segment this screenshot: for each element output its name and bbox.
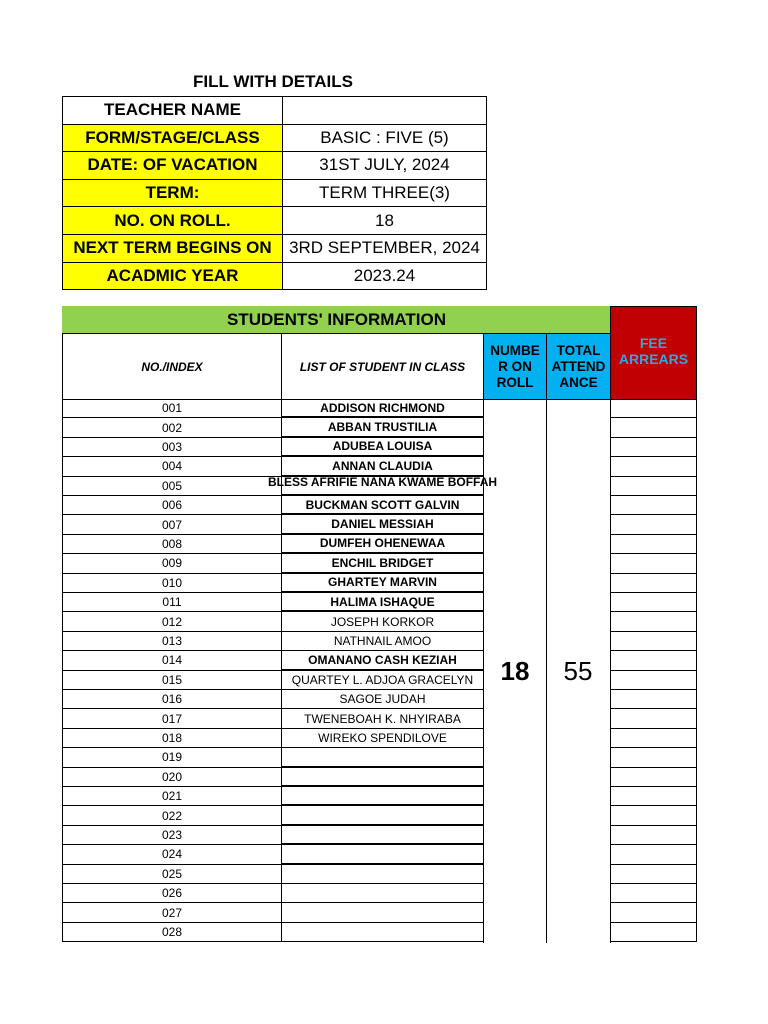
student-name-cell[interactable]: GHARTEY MARVIN: [281, 574, 484, 593]
detail-label: DATE: OF VACATION: [63, 152, 283, 180]
row-index: 014: [62, 651, 282, 670]
fee-arrears-cell[interactable]: [610, 496, 697, 515]
detail-row: [63, 152, 487, 180]
fee-arrears-cell[interactable]: [610, 438, 697, 457]
row-index: 002: [62, 418, 282, 437]
fee-arrears-cell[interactable]: [610, 612, 697, 631]
fee-arrears-cell[interactable]: [610, 457, 697, 476]
fee-arrears-cell[interactable]: [610, 787, 697, 806]
column-header-index: NO./INDEX: [62, 333, 282, 400]
header-line: ROLL: [496, 374, 534, 390]
detail-value[interactable]: 18: [283, 207, 487, 235]
detail-label: NO. ON ROLL.: [63, 207, 283, 235]
row-index: 006: [62, 496, 282, 515]
fee-arrears-cell[interactable]: [610, 768, 697, 787]
detail-label: TERM:: [63, 179, 283, 207]
fee-arrears-cell[interactable]: [610, 826, 697, 845]
student-name-cell[interactable]: ABBAN TRUSTILIA: [281, 418, 484, 437]
fee-arrears-cell[interactable]: [610, 671, 697, 690]
detail-row: [63, 262, 487, 290]
header-line: NUMBE: [490, 342, 540, 358]
student-name-cell[interactable]: WIREKO SPENDILOVE: [281, 729, 484, 748]
detail-value[interactable]: TERM THREE(3): [283, 179, 487, 207]
row-index: 013: [62, 632, 282, 651]
student-name-cell[interactable]: [281, 884, 484, 903]
fee-arrears-cell[interactable]: [610, 574, 697, 593]
detail-row: [63, 179, 487, 207]
student-name-cell[interactable]: BUCKMAN SCOTT GALVIN: [281, 496, 484, 515]
detail-label: ACADMIC YEAR: [63, 262, 283, 290]
student-name-cell[interactable]: DANIEL MESSIAH: [281, 515, 484, 534]
section-title-students-information: STUDENTS' INFORMATION: [62, 306, 611, 334]
fee-arrears-cell[interactable]: [610, 651, 697, 670]
row-index: 028: [62, 923, 282, 942]
student-name-cell[interactable]: HALIMA ISHAQUE: [281, 593, 484, 612]
row-index: 015: [62, 671, 282, 690]
student-name-cell[interactable]: ADDISON RICHMOND: [281, 399, 484, 418]
row-index: 017: [62, 709, 282, 728]
student-name-cell[interactable]: ADUBEA LOUISA: [281, 438, 484, 457]
student-name-cell[interactable]: TWENEBOAH K. NHYIRABA: [281, 709, 484, 728]
row-index: 026: [62, 884, 282, 903]
student-name-cell[interactable]: [281, 903, 484, 922]
fee-arrears-cell[interactable]: [610, 709, 697, 728]
fee-arrears-cell[interactable]: [610, 690, 697, 709]
student-name-cell[interactable]: [281, 748, 484, 767]
row-index: 007: [62, 515, 282, 534]
header-line: ANCE: [559, 374, 598, 390]
row-index: 016: [62, 690, 282, 709]
row-index: 010: [62, 574, 282, 593]
header-line: ATTEND: [551, 358, 606, 374]
fee-arrears-cell[interactable]: [610, 806, 697, 825]
student-name-cell[interactable]: OMANANO CASH KEZIAH: [281, 651, 484, 670]
row-index: 011: [62, 593, 282, 612]
fee-arrears-cell[interactable]: [610, 399, 697, 418]
detail-value[interactable]: 3RD SEPTEMBER, 2024: [283, 234, 487, 262]
fee-arrears-cell[interactable]: [610, 593, 697, 612]
student-name-cell[interactable]: [281, 787, 484, 806]
student-name-cell[interactable]: [281, 768, 484, 787]
page-title: FILL WITH DETAILS: [193, 72, 353, 91]
fee-arrears-cell[interactable]: [610, 632, 697, 651]
student-name-cell[interactable]: [281, 806, 484, 825]
total-attendance-value[interactable]: 55: [546, 399, 611, 943]
detail-label: NEXT TERM BEGINS ON: [63, 234, 283, 262]
header-line: R ON: [498, 358, 532, 374]
column-header-number-on-roll: [483, 333, 547, 400]
number-on-roll-value[interactable]: 18: [483, 399, 547, 943]
row-index: 027: [62, 903, 282, 922]
student-name-cell[interactable]: QUARTEY L. ADJOA GRACELYN: [281, 671, 484, 690]
student-name-cell[interactable]: [281, 923, 484, 942]
details-table: [62, 96, 487, 290]
detail-value[interactable]: [283, 97, 487, 125]
student-name-cell[interactable]: SAGOE JUDAH: [281, 690, 484, 709]
row-index: 005: [62, 477, 282, 496]
student-name-cell[interactable]: BLESS AFRIFIE NANA KWAME BOFFAH: [281, 477, 484, 496]
fee-arrears-cell[interactable]: [610, 418, 697, 437]
row-index: 004: [62, 457, 282, 476]
fee-arrears-cell[interactable]: [610, 729, 697, 748]
row-index: 021: [62, 787, 282, 806]
student-name-cell[interactable]: NATHNAIL AMOO: [281, 632, 484, 651]
row-index: 008: [62, 535, 282, 554]
row-index: 012: [62, 612, 282, 631]
row-index: 019: [62, 748, 282, 767]
header-line: TOTAL: [556, 342, 601, 358]
column-header-student-list: LIST OF STUDENT IN CLASS: [281, 333, 484, 400]
detail-value[interactable]: BASIC : FIVE (5): [283, 124, 487, 152]
row-index: 022: [62, 806, 282, 825]
fee-arrears-cell[interactable]: [610, 554, 697, 573]
detail-row: [63, 234, 487, 262]
row-index: 003: [62, 438, 282, 457]
fee-arrears-cell[interactable]: [610, 903, 697, 922]
row-index: 009: [62, 554, 282, 573]
fee-arrears-cell[interactable]: [610, 884, 697, 903]
row-index: 025: [62, 865, 282, 884]
student-name-cell[interactable]: ENCHIL BRIDGET: [281, 554, 484, 573]
fee-arrears-cell[interactable]: [610, 923, 697, 942]
row-index: 020: [62, 768, 282, 787]
row-index: 024: [62, 845, 282, 864]
fee-arrears-cell[interactable]: [610, 515, 697, 534]
student-name-cell[interactable]: JOSEPH KORKOR: [281, 612, 484, 631]
detail-value[interactable]: 2023.24: [283, 262, 487, 290]
detail-label: FORM/STAGE/CLASS: [63, 124, 283, 152]
student-name-cell[interactable]: ANNAN CLAUDIA: [281, 457, 484, 476]
student-name-cell[interactable]: DUMFEH OHENEWAA: [281, 535, 484, 554]
column-header-total-attendance: [546, 333, 611, 400]
fee-arrears-cell[interactable]: [610, 845, 697, 864]
row-index: 001: [62, 399, 282, 418]
column-header-fee-arrears: [610, 306, 697, 400]
fee-arrears-cell[interactable]: [610, 865, 697, 884]
student-name-cell[interactable]: [281, 845, 484, 864]
student-name-cell[interactable]: [281, 826, 484, 845]
row-index: 023: [62, 826, 282, 845]
student-name-cell[interactable]: [281, 865, 484, 884]
detail-value[interactable]: 31ST JULY, 2024: [283, 152, 487, 180]
row-index: 018: [62, 729, 282, 748]
fee-arrears-cell[interactable]: [610, 535, 697, 554]
detail-label: TEACHER NAME: [63, 97, 283, 125]
detail-row: [63, 124, 487, 152]
fee-arrears-cell[interactable]: [610, 477, 697, 496]
detail-row: [63, 97, 487, 125]
fee-arrears-cell[interactable]: [610, 748, 697, 767]
fee-header-line: FEE: [639, 335, 668, 351]
detail-row: [63, 207, 487, 235]
fee-header-line: ARREARS: [618, 351, 689, 367]
